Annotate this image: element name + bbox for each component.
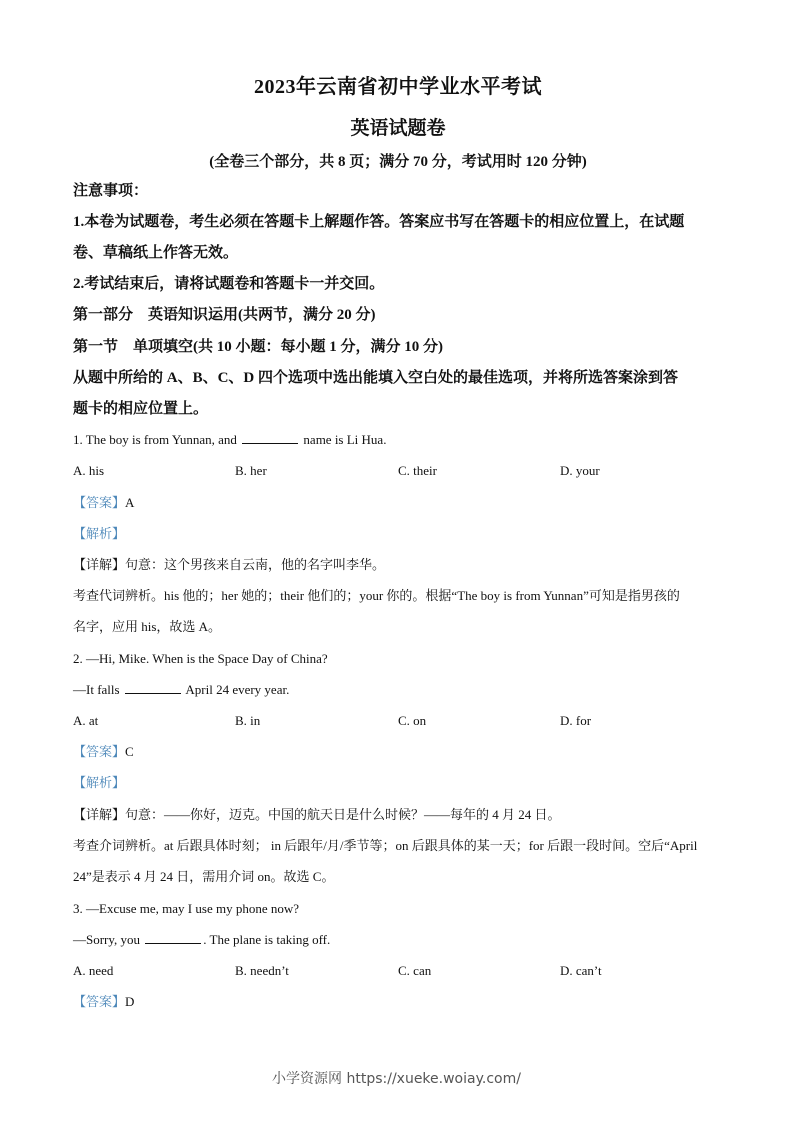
instruction-line-2: 题卡的相应位置上。 bbox=[73, 401, 209, 417]
option-d: D. can’t bbox=[560, 963, 602, 978]
answer-value: A bbox=[125, 495, 135, 510]
option-c: C. on bbox=[398, 713, 427, 728]
question-1-stem: 1. The boy is from Yunnan, and name is Li Hua. bbox=[73, 432, 387, 447]
instruction-line-1: 从题中所给的 A、B、C、D 四个选项中选出能填入空白处的最佳选项，并将所选答案涂到答 bbox=[73, 370, 679, 386]
option-b: B. her bbox=[235, 463, 267, 478]
question-2-analysis-label bbox=[73, 774, 733, 792]
answer-blank bbox=[125, 681, 181, 694]
answer-label: 【答案】 bbox=[73, 495, 126, 510]
question-1-explain-2: 名字，应用 his，故选 A。 bbox=[73, 619, 222, 634]
answer-value: D bbox=[125, 994, 135, 1009]
question-2-stem-1: 2. —Hi, Mike. When is the Space Day of China? bbox=[73, 651, 328, 666]
answer-blank bbox=[145, 931, 201, 944]
answer-label: 【答案】 bbox=[73, 744, 126, 759]
question-1-detail: 【详解】句意：这个男孩来自云南，他的名字叫李华。 bbox=[73, 557, 386, 572]
question-1-explain-1: 考查代词辨析。his 他的；her 她的；their 他们的；your 你的。根据“The boy is from Yunnan”可知是指男孩的 bbox=[73, 588, 680, 603]
option-d: D. your bbox=[560, 463, 600, 478]
question-2-answer bbox=[73, 743, 733, 761]
question-3-stem-2: —Sorry, you . The plane is taking off. bbox=[73, 932, 331, 947]
question-2-explain-1: 考查介词辨析。at 后跟具体时刻； in 后跟年/月/季节等；on 后跟具体的某一天；for 后跟一段时间。空后“April bbox=[73, 838, 698, 853]
option-b: B. in bbox=[235, 713, 261, 728]
exam-title: 2023年云南省初中学业水平考试 bbox=[254, 76, 542, 98]
note-1-line-2: 卷、草稿纸上作答无效。 bbox=[73, 245, 239, 261]
option-c: C. can bbox=[398, 963, 432, 978]
analysis-label: 【解析】 bbox=[73, 526, 126, 541]
option-b: B. needn’t bbox=[235, 963, 289, 978]
answer-label: 【答案】 bbox=[73, 994, 126, 1009]
question-2-stem-2: —It falls April 24 every year. bbox=[73, 682, 290, 697]
question-1-answer bbox=[73, 494, 733, 512]
question-2-detail: 【详解】句意：——你好，迈克。中国的航天日是什么时候？——每年的 4 月 24 日。 bbox=[73, 807, 561, 822]
option-c: C. their bbox=[398, 463, 437, 478]
question-3-answer bbox=[73, 993, 733, 1011]
option-a: A. need bbox=[73, 963, 114, 978]
note-2: 2.考试结束后，请将试题卷和答题卡一并交回。 bbox=[73, 276, 385, 292]
note-1-line-1: 1.本卷为试题卷，考生必须在答题卡上解题作答。答案应书写在答题卡的相应位置上，在试题 bbox=[73, 214, 685, 230]
analysis-label: 【解析】 bbox=[73, 775, 126, 790]
exam-scope: (全卷三个部分，共 8 页；满分 70 分，考试用时 120 分钟) bbox=[209, 154, 587, 170]
question-1-analysis-label bbox=[73, 525, 733, 543]
footer-watermark: 小学资源网 https://xueke.woiay.com/ bbox=[272, 1071, 521, 1087]
question-3-stem-1: 3. —Excuse me, may I use my phone now? bbox=[73, 901, 300, 916]
question-2-explain-2: 24”是表示 4 月 24 日，需用介词 on。故选 C。 bbox=[73, 869, 335, 884]
answer-value: C bbox=[125, 744, 134, 759]
section1-heading: 第一节 单项填空(共 10 小题：每小题 1 分，满分 10 分) bbox=[73, 339, 443, 355]
part1-heading: 第一部分 英语知识运用(共两节，满分 20 分) bbox=[73, 307, 376, 323]
detail-label: 【详解】 bbox=[73, 557, 126, 572]
notes-heading: 注意事项： bbox=[73, 183, 149, 199]
detail-label: 【详解】 bbox=[73, 807, 126, 822]
option-a: A. at bbox=[73, 713, 99, 728]
option-a: A. his bbox=[73, 463, 105, 478]
option-d: D. for bbox=[560, 713, 592, 728]
exam-subtitle: 英语试题卷 bbox=[350, 118, 446, 139]
answer-blank bbox=[242, 431, 298, 444]
